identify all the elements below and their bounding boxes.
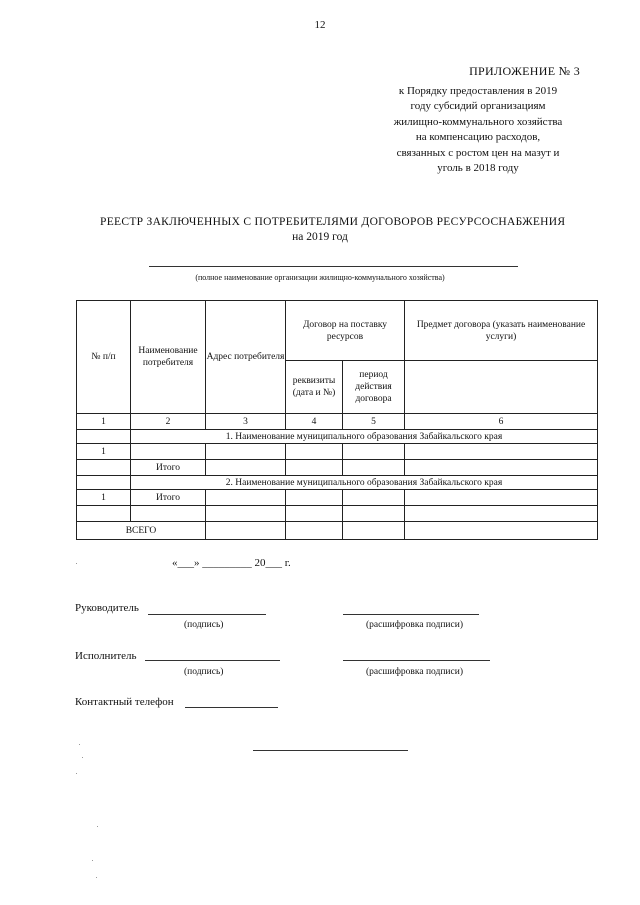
appendix-line: году субсидий организациям bbox=[410, 100, 546, 113]
table-cell[interactable] bbox=[405, 460, 598, 476]
table-cell[interactable] bbox=[286, 460, 343, 476]
table-cell[interactable] bbox=[286, 444, 343, 460]
header-consumer-address: Адрес потребителя bbox=[206, 301, 286, 414]
head-signature-line[interactable] bbox=[148, 614, 266, 615]
speck bbox=[79, 744, 80, 745]
table-cell[interactable] bbox=[343, 490, 405, 506]
head-decoding-line[interactable] bbox=[343, 614, 479, 615]
table-cell[interactable] bbox=[131, 506, 206, 522]
header-consumer-name: Наименование потребителя bbox=[131, 301, 206, 414]
document-subtitle: на 2019 год bbox=[292, 231, 348, 243]
appendix-line: жилищно-коммунального хозяйства bbox=[393, 115, 563, 128]
executor-signature-line[interactable] bbox=[145, 660, 280, 661]
table-cell[interactable] bbox=[343, 506, 405, 522]
table-cell[interactable] bbox=[343, 522, 405, 540]
speck bbox=[96, 877, 97, 878]
document-title: РЕЕСТР ЗАКЛЮЧЕННЫХ С ПОТРЕБИТЕЛЯМИ ДОГОВОРОВ РЕСУРСОСНАБЖЕНИЯ bbox=[100, 216, 566, 228]
table-cell bbox=[77, 506, 131, 522]
speck bbox=[82, 757, 83, 758]
date-line: «___» _________ 20___ г. bbox=[172, 557, 291, 569]
appendix-line: уголь в 2018 году bbox=[437, 162, 519, 175]
phone-label: Контактный телефон bbox=[75, 696, 174, 708]
speck bbox=[76, 773, 77, 774]
column-number: 3 bbox=[206, 414, 286, 430]
executor-signature-caption: (подпись) bbox=[184, 667, 224, 677]
appendix-line: на компенсацию расходов, bbox=[415, 131, 541, 144]
table-cell[interactable] bbox=[206, 444, 286, 460]
organization-name-line[interactable] bbox=[149, 266, 518, 267]
column-number: 6 bbox=[405, 414, 598, 430]
table-cell[interactable] bbox=[131, 444, 206, 460]
speck bbox=[92, 860, 93, 861]
column-number: 5 bbox=[343, 414, 405, 430]
column-number: 2 bbox=[131, 414, 206, 430]
header-subject: Предмет договора (указать наименование услуги) bbox=[405, 301, 598, 361]
table-cell[interactable] bbox=[405, 444, 598, 460]
column-number: 4 bbox=[286, 414, 343, 430]
header-requisites: реквизиты (дата и №) bbox=[286, 361, 343, 414]
section-title: 2. Наименование муниципального образования Забайкальского края bbox=[131, 476, 598, 490]
table-cell[interactable] bbox=[405, 522, 598, 540]
executor-decoding-caption: (расшифровка подписи) bbox=[366, 667, 463, 677]
total-label: Итого bbox=[131, 490, 206, 506]
grand-total-label: ВСЕГО bbox=[77, 522, 206, 540]
table-cell[interactable] bbox=[206, 460, 286, 476]
table-cell bbox=[77, 460, 131, 476]
table-cell[interactable] bbox=[405, 506, 598, 522]
row-number: 1 bbox=[77, 444, 131, 460]
registry-table bbox=[76, 300, 598, 540]
section-title: 1. Наименование муниципального образования Забайкальского края bbox=[131, 430, 598, 444]
table-cell[interactable] bbox=[206, 522, 286, 540]
table-cell[interactable] bbox=[286, 506, 343, 522]
table-cell[interactable] bbox=[206, 506, 286, 522]
phone-line[interactable] bbox=[185, 707, 278, 708]
page-number: 12 bbox=[314, 19, 326, 31]
head-label: Руководитель bbox=[75, 602, 139, 614]
header-subject-blank bbox=[405, 361, 598, 414]
header-num: № п/п bbox=[77, 301, 131, 414]
head-signature-caption: (подпись) bbox=[184, 620, 224, 630]
header-period: период действия договора bbox=[343, 361, 405, 414]
section-blank-cell bbox=[77, 430, 131, 444]
table-cell[interactable] bbox=[343, 444, 405, 460]
row-number: 1 bbox=[77, 490, 131, 506]
table-cell[interactable] bbox=[206, 490, 286, 506]
header-contract: Договор на поставку ресурсов bbox=[286, 301, 405, 361]
section-blank-cell bbox=[77, 476, 131, 490]
appendix-title: ПРИЛОЖЕНИЕ № 3 bbox=[469, 64, 580, 78]
executor-decoding-line[interactable] bbox=[343, 660, 490, 661]
speck bbox=[76, 563, 77, 564]
appendix-text bbox=[372, 84, 584, 176]
table-cell[interactable] bbox=[286, 522, 343, 540]
appendix-line: к Порядку предоставления в 2019 bbox=[398, 85, 558, 97]
total-label: Итого bbox=[131, 460, 206, 476]
speck bbox=[97, 826, 98, 827]
closing-separator-line bbox=[253, 750, 408, 751]
organization-name-caption: (полное наименование организации жилищно-коммунального хозяйства) bbox=[195, 273, 445, 282]
executor-label: Исполнитель bbox=[75, 650, 137, 662]
table-cell[interactable] bbox=[405, 490, 598, 506]
table-cell[interactable] bbox=[286, 490, 343, 506]
head-decoding-caption: (расшифровка подписи) bbox=[366, 620, 463, 630]
appendix-line: связанных с ростом цен на мазут и bbox=[396, 146, 560, 159]
column-number: 1 bbox=[77, 414, 131, 430]
table-cell[interactable] bbox=[343, 460, 405, 476]
